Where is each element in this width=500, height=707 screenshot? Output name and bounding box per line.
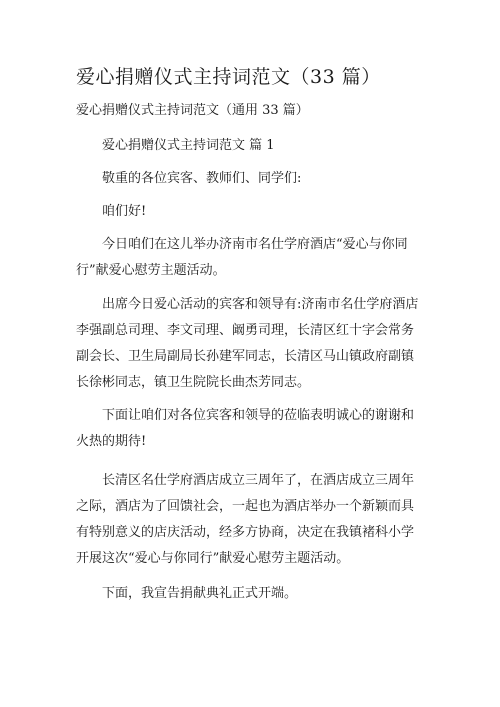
paragraph-intro: 今日咱们在这儿举办济南市名仕学府酒店“爱心与你同行”献爱心慰劳主题活动。 bbox=[76, 237, 408, 278]
paragraph-announcement: 下面，我宣告捐献典礼正式开端。 bbox=[102, 586, 298, 601]
paragraph-thanks: 下面让咱们对各位宾客和领导的莅临表明诚心的谢谢和火热的期待! bbox=[76, 408, 415, 449]
paragraph-guests: 出席今日爱心活动的宾客和领导有:济南市名仕学府酒店李强副总司理、李文司理、阚勇司理，长清区红十字会常务副会长、卫生局副局长孙建军同志，长清区马山镇政府副镇长徐彬同志，镇卫生院院长曲杰芳同志。 bbox=[76, 297, 419, 390]
section-heading: 爱心捐赠仪式主持词范文 篇 1 bbox=[102, 138, 275, 153]
document-subtitle: 爱心捐赠仪式主持词范文（通用 33 篇） bbox=[76, 103, 309, 118]
greeting: 咱们好! bbox=[102, 204, 147, 219]
paragraph-background: 长清区名仕学府酒店成立三周年了，在酒店成立三周年之际，酒店为了回馈社会，一起也为酒店举办一个新颖而具有特别意义的店庆活动，经多方协商，决定在我镇褚科小学开展这次“爱心与你同行”献爱心慰劳主题活动。 bbox=[76, 473, 415, 566]
document-title: 爱心捐赠仪式主持词范文（33 篇） bbox=[76, 66, 381, 88]
salutation: 敬重的各位宾客、教师们、同学们: bbox=[102, 171, 302, 186]
